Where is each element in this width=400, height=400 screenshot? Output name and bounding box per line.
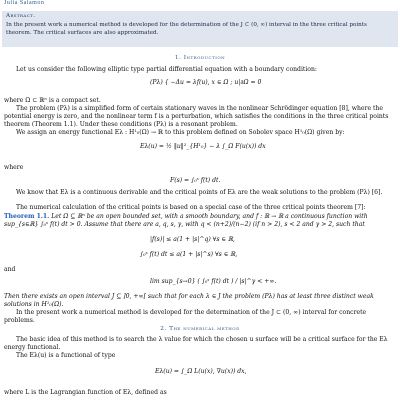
intro-paragraph: Let us consider the following elliptic type partial differential equation with a boundary condition:	[16, 66, 317, 73]
author-header: Julia Salamon	[4, 0, 45, 6]
lagrangian-functional-equation: Eλ(u) = ∫_Ω L(u(x), ∇u(x)) dx,	[155, 368, 247, 375]
theorem-1-1	[4, 213, 396, 229]
where-line: where	[4, 164, 24, 171]
numerical-paragraph: The numerical calculation of the critical points is based on a special case of the three critical points theorem [7]:	[16, 204, 366, 211]
functional-type-line: The Eλ(u) is a functional of type	[16, 352, 116, 359]
where-omega-line: where Ω ⊂ ℝⁿ is a compact set.	[4, 97, 101, 104]
growth-condition-2: ∫₀ˢ f(t) dt ≤ a(1 + |s|^s) ∀s ∈ ℝ,	[140, 251, 238, 258]
limsup-condition: lim sup_{s→0} ( ∫₀ˢ f(t) dt ) / |s|^γ < +∞.	[150, 278, 277, 285]
basic-idea-paragraph: The basic idea of this method is to search the λ value for which the chosen u surface will be a critical surface for the Eλ energy functional.	[4, 336, 388, 351]
and-line: and	[4, 266, 16, 273]
section-1-title: 1. Introduction	[174, 55, 226, 61]
energy-functional-equation: Eλ(u) = ½ ‖u‖²_{H¹₀} − λ ∫_Ω F(u(x)) dx	[140, 143, 266, 150]
equation-p-lambda: (Pλ) { −Δu = λf(u), x ∈ Ω ; u|∂Ω = 0	[150, 79, 262, 86]
abstract-heading: Abstract.	[6, 13, 36, 19]
lagrangian-definition-line: where L is the Lagrangian function of Eλ, defined as	[4, 389, 167, 396]
problem-paragraph: The problem (Pλ) is a simplified form of certain stationary waves in the nonlinear Schrödinger equation [8], where the potential energy is zero, and the nonlinear term f is a perturbation, which satisfies the conditions in the three critical points theorem (Theorem 1.1). Under these conditions (Pλ) is a resonant problem.	[4, 105, 389, 128]
abstract-text: In the present work a numerical method is developed for the determination of the J ⊂ (0, ∞) interval in the three critical points theorem. The critical surfaces are also approximated.	[6, 22, 367, 36]
primitive-equation: F(s) = ∫₀ˢ f(t) dt.	[170, 177, 221, 184]
growth-condition-1: |f(s)| ≤ a(1 + |s|^q) ∀s ∈ ℝ,	[150, 236, 235, 243]
present-work-paragraph: In the present work a numerical method is developed for the determination of the J ⊂ (0, ∞) interval for concrete problems.	[4, 309, 367, 324]
section-2-title: 2. The numerical method	[160, 326, 240, 332]
theorem-statement: Let Ω ⊆ ℝⁿ be an open bounded set, with a smooth boundary, and f : ℝ → ℝ a continuous function with sup_{s∈ℝ} ∫₀ˢ f(t) dt > 0. Assume that there are a, q, s, γ, with q < (n+2)/(n−2) (if n > 2), s < 2 and γ > 2, such that	[4, 213, 368, 228]
theorem-label: Theorem 1.1.	[4, 213, 50, 220]
continuity-paragraph: We know that Eλ is a continuous derivable and the critical points of Eλ are the weak solutions to the problem (Pλ) [6].	[16, 189, 383, 196]
functional-paragraph: We assign an energy functional Eλ : H¹₀(Ω) → ℝ to this problem defined on Sobolev space H¹₀(Ω) given by:	[16, 129, 345, 136]
theorem-conclusion: Then there exists an open interval J ⊆ ]0, +∞[ such that for each λ ∈ J the problem (Pλ) has at least three distinct weak solutions in H¹₀(Ω).	[4, 293, 374, 308]
